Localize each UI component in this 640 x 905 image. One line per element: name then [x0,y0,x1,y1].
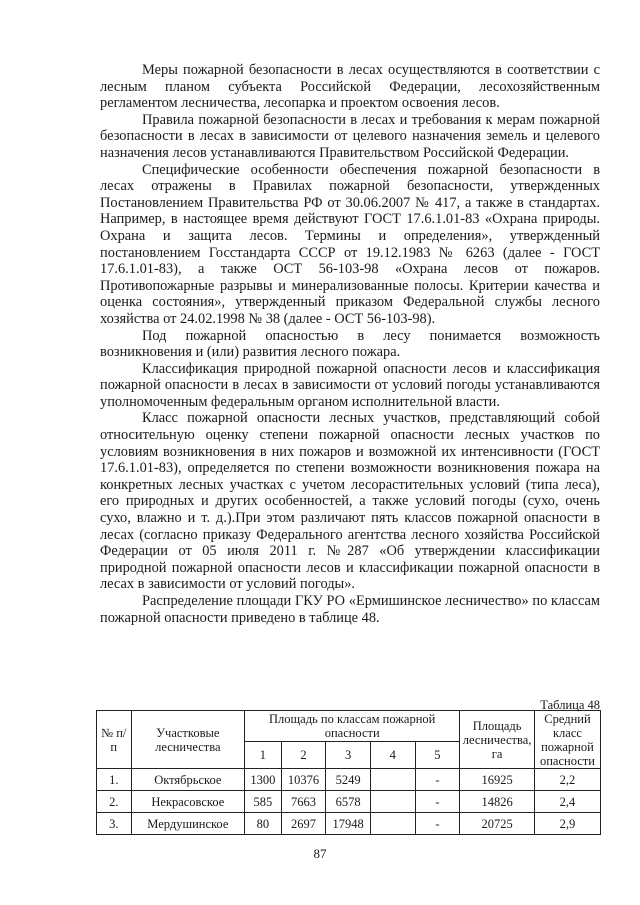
header-class-1: 1 [245,742,282,769]
cell-c1: 1300 [245,769,282,791]
cell-c5: - [415,813,460,835]
paragraph: Специфические особенности обеспечения пожарной безопасности в лесах отражены в Правилах пожарной безопасности, утвержденных Постановлением Правительства РФ от 30.06.2007 № 417, а также в стандартах. Например, в настоящее время действуют ГОСТ 17.6.1.01-83 «Охрана природы. Охрана и защита лесов. Термины и определения», утвержденный постановлением Госстандарта СССР от 19.12.1983 № 6263 (далее - ГОСТ 17.6.1.01-83), а также ОСТ 56-103-98 «Охрана лесов от пожаров. Противопожарные разрывы и минерализованные полосы. Критерии качества и оценка состояния», утвержденный приказом Федеральной службы лесного хозяйства от 24.02.1998 № 38 (далее - ОСТ 56-103-98). [100,161,600,327]
cell-c2: 2697 [281,813,326,835]
cell-avg: 2,2 [534,769,600,791]
cell-num: 2. [97,791,132,813]
table-row [97,813,601,835]
cell-num: 1. [97,769,132,791]
paragraph: Меры пожарной безопасности в лесах осуществляются в соответствии с лесным планом субъекта Российской Федерации, лесохозяйственным регламентом лесничества, лесопарка и проектом освоения лесов. [100,62,600,112]
header-num: № п/п [97,711,132,769]
page-number: 87 [313,846,327,861]
cell-c4 [370,813,415,835]
header-class-4: 4 [370,742,415,769]
paragraph: Под пожарной опасностью в лесу понимается возможность возникновения и (или) развития лесного пожара. [100,327,600,361]
table-caption: Таблица 48 [540,698,600,712]
table-row [97,791,601,813]
cell-avg: 2,9 [534,813,600,835]
header-district: Участковые лесничества [131,711,245,769]
cell-c4 [370,791,415,813]
paragraph: Классификация природной пожарной опасности лесов и классификация пожарной опасности в лесах в зависимости от условий погоды устанавливаются уполномоченным федеральным органом исполнительной власти. [100,360,600,410]
header-class-3: 3 [326,742,371,769]
cell-c3: 5249 [326,769,371,791]
cell-total: 20725 [460,813,535,835]
cell-name: Октябрьское [131,769,245,791]
table-row [97,769,601,791]
header-class-5: 5 [415,742,460,769]
cell-total: 16925 [460,769,535,791]
cell-name: Мердушинское [131,813,245,835]
cell-c1: 80 [245,813,282,835]
paragraph: Распределение площади ГКУ РО «Ермишинское лесничество» по классам пожарной опасности приведено в таблице 48. [100,593,600,626]
header-total: Площадь лесничества, га [460,711,535,769]
cell-c5: - [415,791,460,813]
cell-c3: 17948 [326,813,371,835]
header-avg: Средний класс пожарной опасности [534,711,600,769]
fire-class-table [96,710,601,835]
cell-c2: 7663 [281,791,326,813]
paragraph: Правила пожарной безопасности в лесах и требования к мерам пожарной безопасности в лесах в зависимости от целевого назначения земель и целевого назначения лесов устанавливаются Правительством Российской Федерации. [100,111,600,161]
cell-avg: 2,4 [534,791,600,813]
cell-c1: 585 [245,791,282,813]
paragraph: Класс пожарной опасности лесных участков, представляющий собой относительную оценку степени пожарной опасности лесных участков по условиям возникновения в них пожаров и возможной их интенсивности (ГОСТ 17.6.1.01-83), определяется по степени возможности возникновения пожара на конкретных лесных участках с учетом лесорастительных условий (типа леса), его природных и других особенностей, а также условий погоды (сухо, очень сухо, влажно и т. д.).При этом различают пять классов пожарной опасности в лесах (согласно приказу Федерального агентства лесного хозяйства Российской Федерации от 05 июля 2011 г. №287 «Об утверждении классификации природной пожарной опасности лесов и классификации пожарной опасности в лесах в зависимости от условий погоды». [100,410,600,593]
cell-num: 3. [97,813,132,835]
header-class-2: 2 [281,742,326,769]
cell-c4 [370,769,415,791]
body-text [100,62,600,626]
cell-name: Некрасовское [131,791,245,813]
cell-c2: 10376 [281,769,326,791]
cell-c3: 6578 [326,791,371,813]
header-area-by-class: Площадь по классам пожарной опасности [245,711,460,742]
cell-c5: - [415,769,460,791]
cell-total: 14826 [460,791,535,813]
